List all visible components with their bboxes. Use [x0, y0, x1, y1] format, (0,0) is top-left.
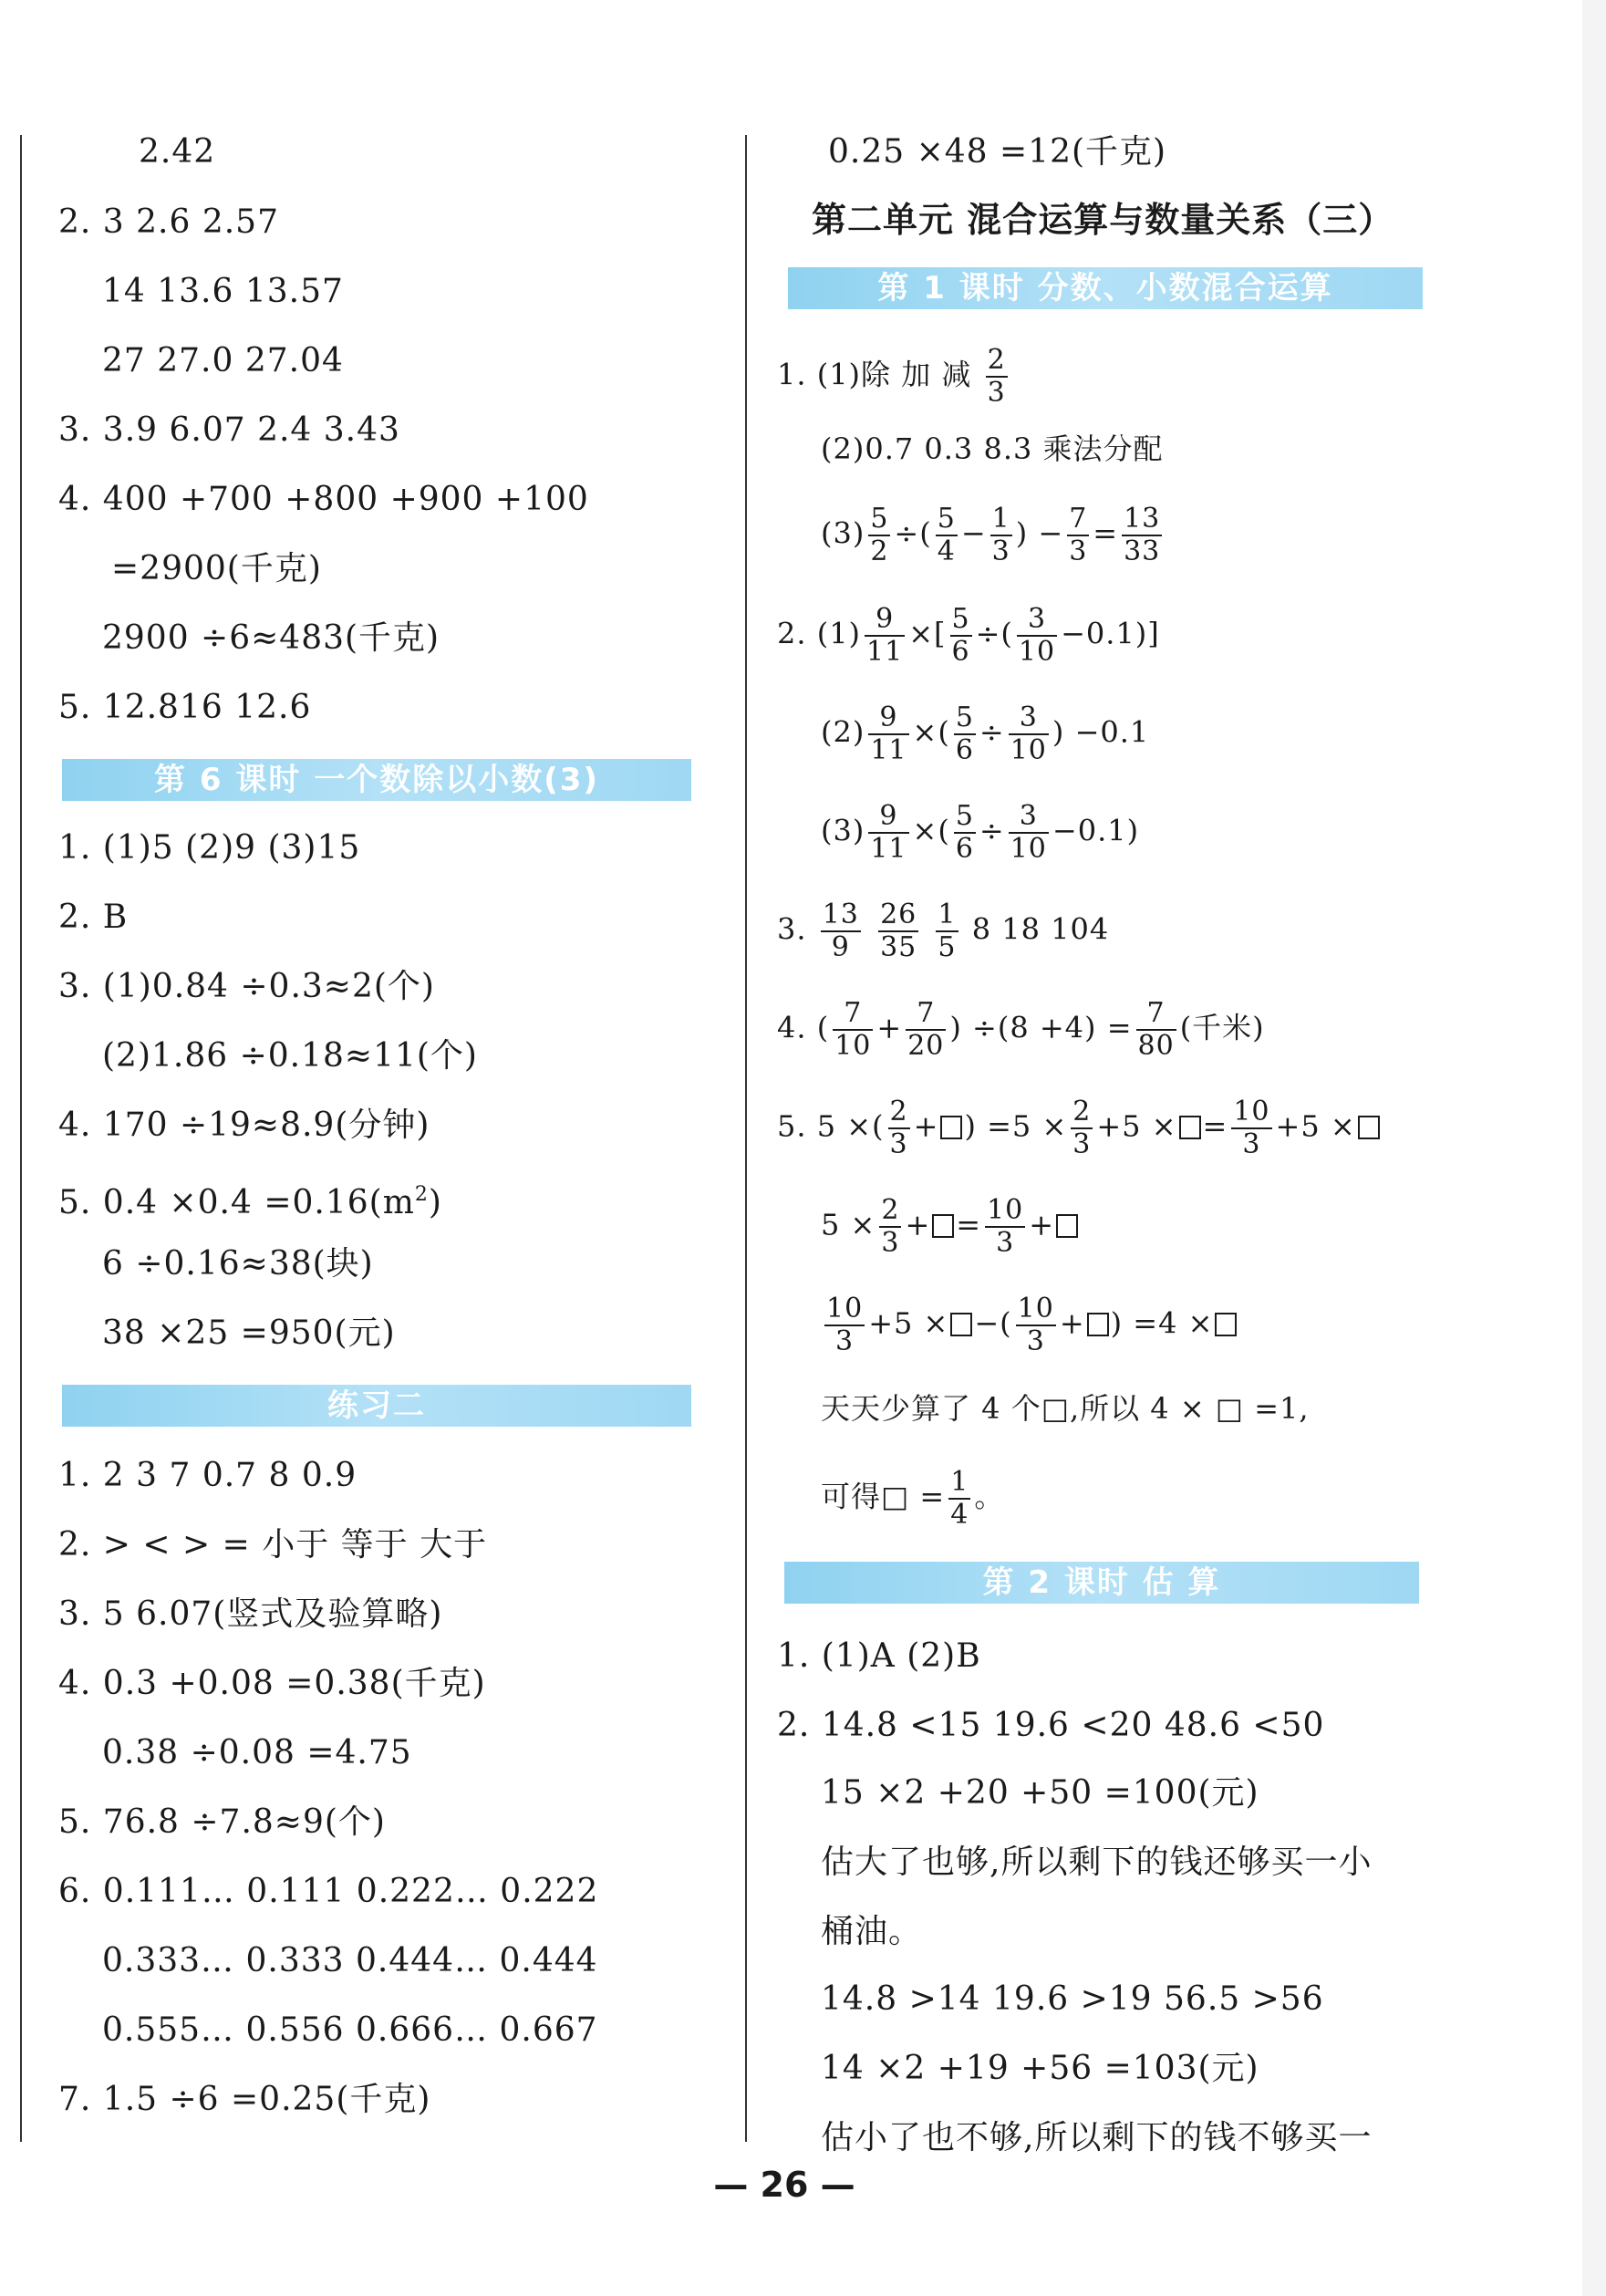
operator: ÷ [979, 813, 1005, 848]
answer-text: (2) [821, 714, 865, 750]
answer-text: 5. 0.4 ×0.4 =0.16(m [58, 1184, 415, 1221]
denominator: 3 [835, 1325, 855, 1357]
answer-line: 4. 170 ÷19≈8.9(分钟) [58, 1106, 430, 1144]
blank-box-icon [940, 1116, 962, 1139]
denominator: 6 [955, 734, 974, 766]
fraction [1071, 1096, 1093, 1160]
fraction [948, 1467, 970, 1531]
denominator: 35 [880, 931, 917, 963]
answer-line: 0.333… 0.333 0.444… 0.444 [102, 1942, 598, 1979]
fraction [1122, 504, 1162, 567]
operator: − [960, 515, 987, 551]
blank-box-icon [1056, 1214, 1078, 1238]
answer-text: 5 × [821, 1207, 876, 1242]
operator: −0.1) [1052, 813, 1140, 848]
blank-box-icon [1087, 1313, 1109, 1336]
operator: ) − [1015, 515, 1064, 551]
numerator: 3 [1017, 604, 1057, 637]
answer-line [821, 504, 1166, 567]
answer-text: (3) [821, 813, 865, 848]
operator: + [1029, 1207, 1055, 1242]
operator: + [1059, 1305, 1085, 1341]
operator: ) =5 × [964, 1108, 1068, 1144]
fraction [1009, 801, 1049, 865]
answer-line [821, 1293, 1238, 1357]
numerator: 2 [889, 1096, 908, 1127]
answer-line [821, 1467, 1004, 1531]
fraction [888, 1096, 910, 1160]
numerator: 26 [880, 899, 917, 930]
answer-line: 2. 3 2.6 2.57 [58, 203, 279, 241]
section-banner-lesson2: 第 2 课时 估 算 [784, 1562, 1419, 1604]
period: 。 [974, 1479, 1005, 1514]
answer-line: 2.42 [139, 133, 216, 171]
answer-line: 1. (1)A (2)B [777, 1637, 981, 1675]
answer-line: 5. 76.8 ÷7.8≈9(个) [58, 1803, 386, 1841]
answer-line: 38 ×25 =950(元) [102, 1314, 396, 1352]
answer-line [777, 345, 1011, 409]
operator: +5 × [868, 1305, 949, 1341]
answer-line [821, 1195, 1080, 1259]
fraction [878, 899, 918, 963]
denominator: 6 [955, 833, 974, 865]
numerator: 5 [955, 800, 974, 832]
answer-text: 3. [777, 911, 807, 947]
answer-text: 4. ( [777, 1010, 830, 1045]
numerator: 5 [870, 503, 889, 535]
answer-line: (2)0.7 0.3 8.3 乘法分配 [821, 431, 1164, 466]
operator: ×( [912, 714, 950, 750]
blank-box-icon [950, 1313, 972, 1336]
answer-line: 1. 2 3 7 0.7 8 0.9 [58, 1457, 357, 1494]
numerator: 10 [987, 1194, 1024, 1226]
operator: = [956, 1207, 982, 1242]
fraction [868, 504, 890, 567]
denominator: 3 [1242, 1128, 1261, 1160]
operator: ) ÷(8 +4) = [949, 1010, 1133, 1045]
denominator: 4 [950, 1499, 969, 1531]
section-banner-lesson6: 第 6 课时 一个数除以小数(3) [62, 759, 691, 801]
operator: = [1093, 515, 1119, 551]
fraction [990, 504, 1012, 567]
numerator: 10 [826, 1293, 864, 1325]
page-number: — 26 — [713, 2165, 855, 2205]
answer-line: 5. 12.816 12.6 [58, 689, 312, 726]
answer-line: 14 13.6 13.57 [102, 273, 344, 310]
denominator: 20 [907, 1030, 945, 1062]
answer-line: 0.38 ÷0.08 =4.75 [102, 1734, 412, 1771]
numerator: 5 [951, 603, 970, 635]
fraction [1017, 604, 1057, 668]
numerator: 9 [865, 604, 905, 637]
answer-line: 6 ÷0.16≈38(块) [102, 1245, 374, 1283]
answer-line: 3. (1)0.84 ÷0.3≈2(个) [58, 968, 435, 1005]
fraction [868, 702, 908, 766]
numerator: 2 [987, 344, 1006, 376]
denominator: 3 [1072, 1128, 1092, 1160]
answer-line [777, 604, 1160, 668]
answer-line [777, 1096, 1382, 1160]
operator: ×( [912, 813, 950, 848]
numerator: 10 [1233, 1096, 1270, 1127]
denominator: 11 [870, 734, 907, 766]
answer-line [821, 702, 1149, 766]
answer-line: 天天少算了 4 个□,所以 4 × □ =1, [821, 1391, 1310, 1426]
numerator: 7 [1136, 998, 1176, 1031]
answer-line: (2)1.86 ÷0.18≈11(个) [102, 1037, 478, 1075]
section-banner-lesson1: 第 1 课时 分数、小数混合运算 [788, 267, 1423, 309]
answer-text: ) [428, 1184, 442, 1221]
operator: ÷( [975, 616, 1013, 651]
numerator: 1 [991, 503, 1010, 535]
answer-line: 6. 0.111… 0.111 0.222… 0.222 [58, 1873, 599, 1910]
fraction [821, 899, 861, 963]
superscript: 2 [414, 1183, 429, 1206]
numerator: 7 [906, 998, 946, 1031]
operator: ÷ [979, 714, 1005, 750]
denominator: 3 [1026, 1325, 1045, 1357]
denominator: 3 [889, 1128, 908, 1160]
fraction [824, 1293, 865, 1357]
denominator: 4 [937, 535, 956, 567]
answer-line: 27 27.0 27.04 [102, 342, 344, 379]
answer-line: 4. 400 +700 +800 +900 +100 [58, 481, 589, 518]
left-margin-rule [20, 135, 22, 2142]
answer-line [777, 998, 1265, 1062]
fraction [954, 801, 976, 865]
answer-line: 14.8 >14 19.6 >19 56.5 >56 [821, 1980, 1324, 2018]
answer-text: 1. (1)除 加 减 [777, 357, 972, 392]
numerator: 2 [1072, 1096, 1092, 1127]
blank-box-icon [1179, 1116, 1201, 1139]
operator: ×[ [908, 616, 947, 651]
fraction [1067, 504, 1089, 567]
denominator: 11 [870, 833, 907, 865]
denominator: 10 [1018, 636, 1056, 668]
answer-line: 3. 5 6.07(竖式及验算略) [58, 1595, 443, 1633]
answer-line [58, 1175, 442, 1223]
operator: +5 × [1275, 1108, 1356, 1144]
fraction [906, 998, 946, 1062]
fraction [936, 899, 958, 963]
operator: ) −0.1 [1052, 714, 1150, 750]
operator: −0.1)] [1061, 616, 1160, 651]
numerator: 5 [937, 503, 956, 535]
section-banner-practice2: 练习二 [62, 1385, 691, 1427]
answer-line: 2. > < > = 小于 等于 大于 [58, 1526, 488, 1564]
fraction [833, 998, 873, 1062]
numerator: 13 [1124, 503, 1161, 535]
answer-line: 2900 ÷6≈483(千克) [102, 619, 440, 657]
denominator: 3 [1069, 535, 1088, 567]
denominator: 3 [991, 535, 1010, 567]
answer-text: 可得□ = [821, 1479, 946, 1514]
numerator: 3 [1009, 702, 1049, 735]
answer-text: (千米) [1179, 1010, 1265, 1045]
numerator: 7 [1069, 503, 1088, 535]
denominator: 5 [938, 931, 957, 963]
fraction [936, 504, 958, 567]
column-divider [745, 135, 747, 2142]
answer-line: =2900(千克) [111, 550, 322, 587]
operator: + [905, 1207, 931, 1242]
numerator: 5 [955, 701, 974, 733]
answer-line: 15 ×2 +20 +50 =100(元) [821, 1774, 1259, 1812]
answer-text: 5. 5 ×( [777, 1108, 885, 1144]
operator: + [876, 1010, 903, 1045]
fraction [868, 801, 908, 865]
denominator: 10 [1010, 734, 1047, 766]
numerator: 1 [950, 1466, 969, 1498]
fraction [1016, 1293, 1056, 1357]
answer-line: 1. (1)5 (2)9 (3)15 [58, 829, 361, 867]
denominator: 11 [866, 636, 904, 668]
numerator: 9 [868, 801, 908, 834]
fraction [954, 702, 976, 766]
blank-box-icon [932, 1214, 954, 1238]
fraction [985, 1195, 1025, 1259]
fraction [1009, 702, 1049, 766]
denominator: 33 [1124, 535, 1161, 567]
answer-line: 7. 1.5 ÷6 =0.25(千克) [58, 2081, 431, 2118]
denominator: 2 [870, 535, 889, 567]
answer-line: 0.25 ×48 =12(千克) [828, 133, 1167, 171]
operator: + [913, 1108, 939, 1144]
answer-text: 2. (1) [777, 616, 862, 651]
answer-line: 2. B [58, 899, 129, 936]
numerator: 3 [1009, 801, 1049, 834]
denominator: 9 [831, 931, 850, 963]
unit-title: 第二单元 混合运算与数量关系（三） [812, 200, 1394, 240]
fraction [1136, 998, 1176, 1062]
numerator: 2 [881, 1194, 900, 1226]
answer-line: 4. 0.3 +0.08 =0.38(千克) [58, 1665, 486, 1702]
answer-text: 8 18 104 [971, 911, 1110, 947]
operator: +5 × [1096, 1108, 1177, 1144]
numerator: 13 [822, 899, 859, 930]
answer-line [777, 899, 1109, 963]
operator: ÷( [894, 515, 932, 551]
answer-line: 0.555… 0.556 0.666… 0.667 [102, 2011, 598, 2049]
fraction [879, 1195, 901, 1259]
numerator: 1 [938, 899, 957, 930]
numerator: 9 [868, 702, 908, 735]
denominator: 10 [1010, 833, 1047, 865]
denominator: 3 [881, 1227, 900, 1259]
denominator: 6 [951, 636, 970, 668]
answer-line [821, 801, 1139, 865]
answer-line: 桶油。 [821, 1913, 923, 1950]
answer-line: 2. 14.8 <15 19.6 <20 48.6 <50 [777, 1707, 1325, 1744]
operator: ) =4 × [1110, 1305, 1214, 1341]
denominator: 3 [987, 377, 1006, 409]
fraction [986, 345, 1008, 409]
blank-box-icon [1358, 1116, 1380, 1139]
operator: = [1202, 1108, 1228, 1144]
blank-box-icon [1215, 1313, 1237, 1336]
numerator: 7 [833, 998, 873, 1031]
answer-text: (3) [821, 515, 865, 551]
answer-line: 估大了也够,所以剩下的钱还够买一小 [821, 1844, 1373, 1881]
denominator: 10 [834, 1030, 872, 1062]
operator: −( [974, 1305, 1012, 1341]
fraction [865, 604, 905, 668]
answer-line: 3. 3.9 6.07 2.4 3.43 [58, 411, 400, 449]
denominator: 3 [996, 1227, 1015, 1259]
fraction [1231, 1096, 1271, 1160]
answer-line: 估小了也不够,所以剩下的钱不够买一 [821, 2119, 1373, 2156]
fraction [950, 604, 972, 668]
denominator: 80 [1137, 1030, 1175, 1062]
answer-line: 14 ×2 +19 +56 =103(元) [821, 2050, 1259, 2087]
numerator: 10 [1017, 1293, 1054, 1325]
